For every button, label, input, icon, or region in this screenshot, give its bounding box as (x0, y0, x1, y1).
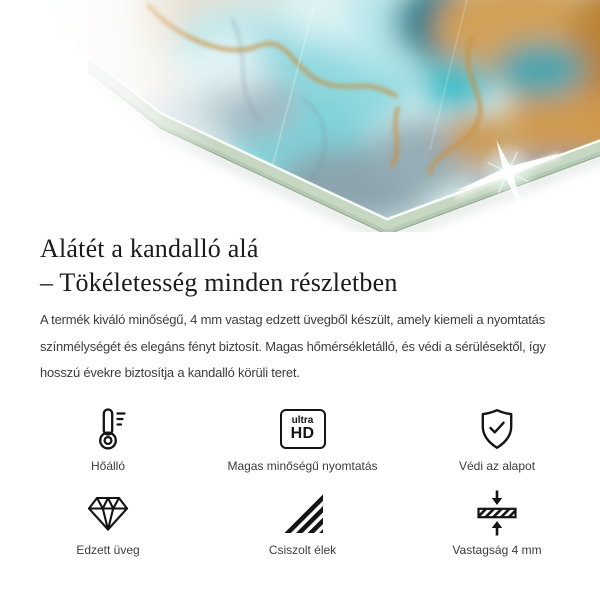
feature-tempered-glass (11, 491, 205, 558)
feature-label: Csiszolt élek (268, 542, 337, 557)
features-grid (11, 407, 600, 558)
ultra-hd-label-top: ultra (291, 415, 314, 426)
hero-product-image (0, 0, 600, 232)
polished-edges-icon (280, 491, 326, 535)
title-line-1: Alátét a kandalló alá (40, 234, 259, 263)
feature-label: Edzett üveg (76, 542, 140, 557)
feature-label: Hőálló (90, 458, 126, 473)
feature-thickness (400, 491, 594, 558)
feature-heat-resistant (11, 407, 205, 474)
shield-check-icon (473, 407, 521, 451)
page-title (40, 232, 580, 300)
diamond-icon (84, 491, 132, 535)
description-line: hosszú évekre biztosítja a kandalló körüli teret. (40, 365, 300, 380)
ultra-hd-icon (280, 407, 326, 451)
feature-label: Védi az alapot (458, 458, 536, 473)
feature-polished-edges (205, 491, 400, 558)
feature-label: Vastagság 4 mm (452, 542, 542, 557)
title-line-2: – Tökéletesség minden részletben (40, 268, 398, 297)
product-description (40, 307, 580, 387)
white-fade-overlay (0, 0, 400, 232)
ultra-hd-label-bottom: HD (290, 425, 315, 442)
product-info-section (0, 232, 600, 387)
description-line: színmélységét és elegáns fényt biztosít. Magas hőmérsékletálló, és védi a sérülésektől, így (40, 338, 546, 354)
description-line: A termék kiváló minőségű, 4 mm vastag edzett üvegből készült, amely kiemeli a nyomtatás (40, 312, 545, 327)
feature-label: Magas minőségű nyomtatás (227, 458, 378, 473)
feature-base-protection (400, 407, 594, 474)
thermometer-icon (86, 407, 130, 451)
thickness-icon (473, 491, 521, 535)
feature-print-quality (205, 407, 400, 474)
